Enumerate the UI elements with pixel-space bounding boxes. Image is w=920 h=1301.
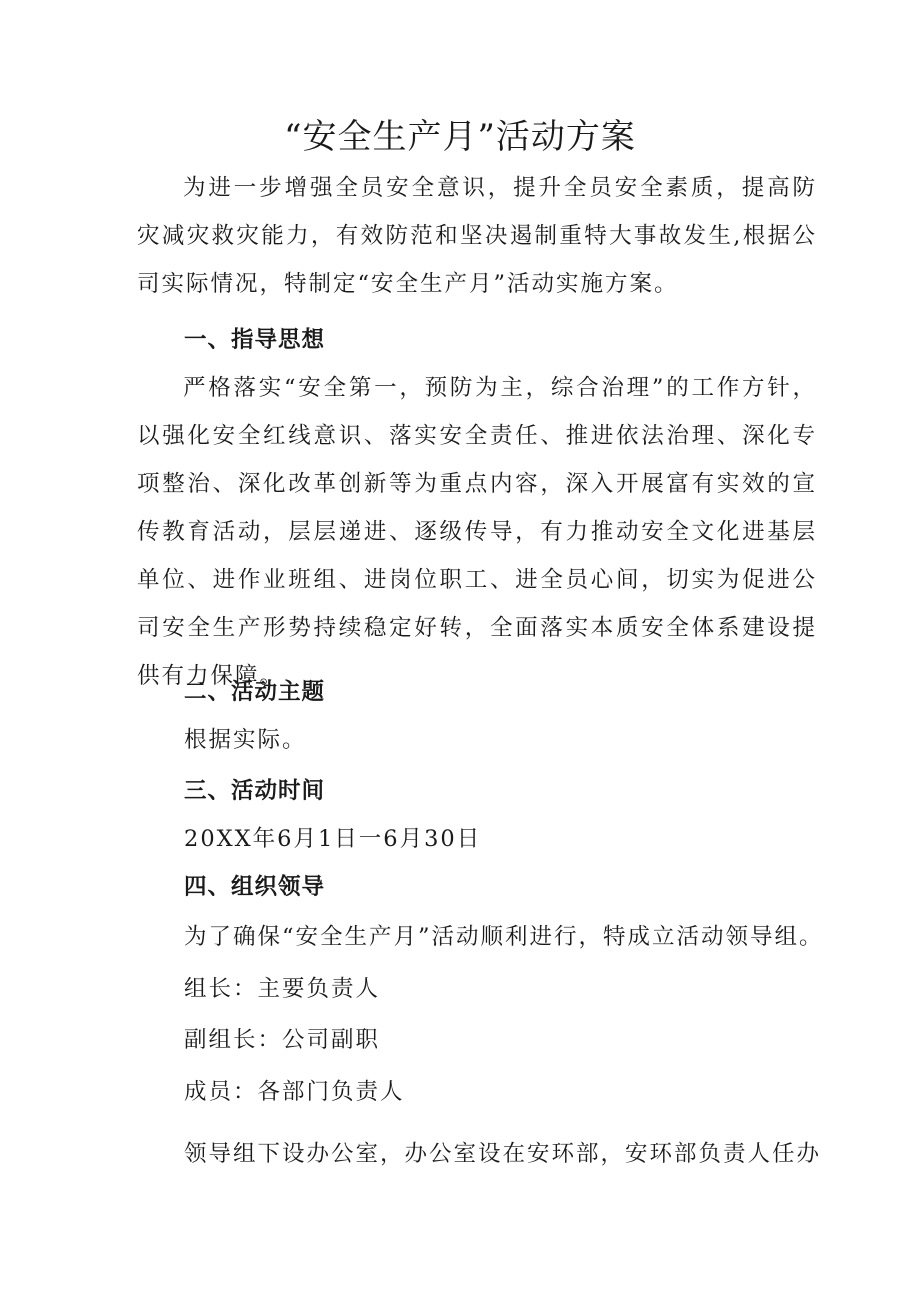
guiding-ideology-paragraph: 严格落实“安全第一，预防为主，综合治理”的工作方针，以强化安全红线意识、落实安全责任、推进依法治理、深化专项整治、深化改革创新等为重点内容，深入开展富有实效的宣传教育活动，层层递进、逐级传导，有力推动安全文化进基层单位、进作业班组、进岗位职工、进全员心间，切实为促进公司安全生产形势持续稳定好转，全面落实本质安全体系建设提供有力保障。 [137,375,817,689]
activity-time-text: 20XX年6月1日一6月30日 [184,826,482,852]
section-heading-activity-time: 三、活动时间 [184,778,326,804]
office-paragraph: 领导组下设办公室，办公室设在安环部，安环部负责人任办 [184,1141,822,1167]
section-heading-guiding-ideology: 一、指导思想 [184,327,326,353]
intro-paragraph: 为进一步增强全员安全意识，提升全员安全素质，提高防灾减灾救灾能力，有效防范和坚决遏制重特大事故发生,根据公司实际情况，特制定“安全生产月”活动实施方案。 [137,175,817,297]
member-line-members: 成员：各部门负责人 [184,1079,405,1105]
section-heading-activity-theme: 二、活动主题 [184,679,326,705]
activity-theme-text: 根据实际。 [184,727,307,753]
organization-intro-text: 为了确保“安全生产月”活动顺利进行，特成立活动领导组。 [184,924,824,950]
document-title: “安全生产月”活动方案 [284,117,636,157]
member-line-leader: 组长：主要负责人 [184,976,381,1002]
member-line-deputy: 副组长：公司副职 [184,1027,381,1053]
section-heading-organization: 四、组织领导 [184,874,326,900]
